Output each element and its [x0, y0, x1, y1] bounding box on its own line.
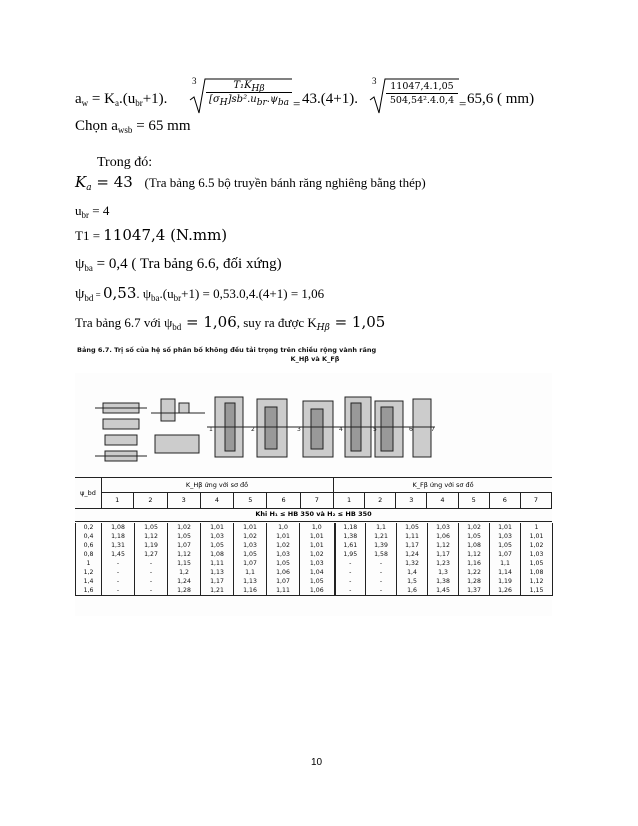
fraction-1: $T_1K_{H\beta}$ $[\sigma_H]sb^2.u_{br}.\psi_{ba}$ [206, 80, 292, 105]
scheme-number: 6 [490, 493, 521, 508]
k-f-beta-header: K_Fβ ứng với sơ đồ [334, 478, 552, 493]
coefficient-cell: - [135, 577, 168, 586]
where-label: Trong đó: [97, 155, 153, 170]
coefficient-cell: 1,08 [521, 568, 553, 577]
coefficient-cell: 1 [521, 523, 553, 532]
coefficient-cell: 1,38 [428, 577, 459, 586]
psi-bd-cell: 1,2 [76, 568, 102, 577]
table-row [76, 523, 553, 532]
coefficient-cell: 1,02 [521, 541, 553, 550]
scheme-number: 4 [201, 493, 234, 508]
coefficient-cell: - [335, 586, 366, 596]
svg-text:1: 1 [209, 426, 213, 433]
coefficient-cell: 1,05 [201, 541, 234, 550]
psi-bd-cell: 1 [76, 559, 102, 568]
table-row [76, 559, 553, 568]
coefficient-cell: 1,05 [300, 577, 335, 586]
coefficient-cell: 1,06 [267, 568, 300, 577]
coefficient-cell: 1,01 [521, 532, 553, 541]
coefficient-cell: 1,38 [335, 532, 366, 541]
scheme-number: 5 [459, 493, 490, 508]
psi-bd-cell: 1,4 [76, 577, 102, 586]
coefficient-cell: 1,28 [168, 586, 201, 596]
coefficient-cell: 1,19 [135, 541, 168, 550]
coefficient-cell: 1,08 [201, 550, 234, 559]
scheme-number: 5 [234, 493, 267, 508]
coefficient-cell: 1,01 [267, 532, 300, 541]
coefficient-cell: - [335, 568, 366, 577]
svg-text:4: 4 [339, 426, 343, 433]
coefficient-cell: 1,05 [521, 559, 553, 568]
ka-line: $K_a = 43$ (Tra bảng 6.5 bộ truyền bánh răng nghiêng bằng thép) [75, 173, 426, 193]
coefficient-cell: 1,03 [267, 550, 300, 559]
coefficient-cell: 1,06 [300, 586, 335, 596]
coefficient-cell: 1,17 [201, 577, 234, 586]
coefficient-cell: 1,05 [459, 532, 490, 541]
coefficient-cell: 1,12 [168, 550, 201, 559]
coefficient-cell: - [102, 559, 135, 568]
psi-bd-cell: 0,2 [76, 523, 102, 532]
coefficient-cell: - [102, 568, 135, 577]
coefficient-cell: 1,1 [234, 568, 267, 577]
coefficient-cell: 1,45 [102, 550, 135, 559]
coefficient-cell: 1,11 [397, 532, 428, 541]
table-6-7-figure [75, 346, 552, 616]
coefficient-cell: - [366, 559, 397, 568]
svg-text:6: 6 [409, 426, 413, 433]
coefficient-cell: 1,05 [397, 523, 428, 532]
table-row [76, 550, 553, 559]
coefficient-cell: 1,01 [234, 523, 267, 532]
svg-text:3: 3 [297, 426, 301, 433]
coefficient-cell: 1,05 [490, 541, 521, 550]
coefficient-cell: - [366, 577, 397, 586]
coefficient-cell: 1,01 [300, 532, 335, 541]
coefficient-cell: 1,03 [300, 559, 335, 568]
coefficient-cell: 1,03 [428, 523, 459, 532]
svg-text:5: 5 [373, 426, 377, 433]
coefficient-cell: 1,12 [428, 541, 459, 550]
coefficient-cell: 1,05 [267, 559, 300, 568]
coefficient-cell: 1,95 [335, 550, 366, 559]
coefficient-cell: - [135, 586, 168, 596]
table-row [76, 532, 553, 541]
design-formula: $a_w = K_a.(u_{br}+1)$. [75, 91, 168, 108]
t1-line: T1 = 11047,4 (N.mm) [75, 226, 228, 244]
coefficient-cell: 1,31 [102, 541, 135, 550]
equals-sign-1: = [293, 96, 301, 111]
cube-root-2: 3 $\frac{11047,4.1,05}{\text{504,54².4.0,4}}$ [368, 76, 460, 116]
page-number: 10 [311, 757, 323, 768]
coefficient-cell: 1,03 [234, 541, 267, 550]
table-body [75, 523, 553, 596]
scheme-number: 1 [334, 493, 365, 508]
coefficient-cell: 1,02 [168, 523, 201, 532]
coefficient-cell: 1,24 [168, 577, 201, 586]
psi-bd-line: $\psi_{bd} = 0,53$. $\psi_{ba}.(u_{br}+1) = 0,53.0,4.(4+1) = 1,06$ [75, 284, 325, 303]
coefficient-cell: - [366, 586, 397, 596]
ubr-line: $u_{br} = 4$ [75, 203, 110, 220]
psi-bd-cell: 1,6 [76, 586, 102, 596]
coefficient-cell: 1,03 [490, 532, 521, 541]
coefficient-cell: 1,45 [428, 586, 459, 596]
coefficient-cell: 1,58 [366, 550, 397, 559]
coefficient-cell: 1,18 [335, 523, 366, 532]
scheme-number: 7 [301, 493, 334, 508]
table-lookup-line: Tra bảng 6.7 với $\psi_{bd} = 1,06$, suy ra được $K_{H\beta} = 1,05$ [75, 313, 386, 333]
coefficient-cell: 1,01 [300, 541, 335, 550]
scheme-number: 6 [267, 493, 300, 508]
cube-root-1: 3 $T_1K_{H\beta}$ $[\sigma_H]sb^2.u_{br}.\psi_{ba}$ [188, 76, 293, 116]
svg-text:2: 2 [251, 426, 255, 433]
coefficient-cell: 1,21 [366, 532, 397, 541]
scheme-numbers-right [334, 493, 552, 508]
coefficient-cell: 1,17 [397, 541, 428, 550]
coefficient-cell: 1,4 [397, 568, 428, 577]
coefficient-cell: - [335, 559, 366, 568]
coefficient-cell: 1,01 [201, 523, 234, 532]
psi-bd-header: ψ_bd [75, 478, 102, 508]
coefficient-cell: 1,02 [300, 550, 335, 559]
coefficient-cell: 1,05 [234, 550, 267, 559]
coefficient-cell: 1,11 [267, 586, 300, 596]
equals-sign-2: = [459, 96, 467, 111]
k-h-beta-header: K_Hβ ứng với sơ đồ [101, 478, 334, 493]
coefficient-cell: 1,23 [428, 559, 459, 568]
coefficient-cell: 1,12 [135, 532, 168, 541]
coefficient-cell: 1,08 [102, 523, 135, 532]
coefficient-cell: 1,03 [521, 550, 553, 559]
table-row [76, 541, 553, 550]
coefficient-cell: 1,61 [335, 541, 366, 550]
coefficient-cell: 1,08 [459, 541, 490, 550]
table-caption-subtitle: K_Hβ và K_Fβ [290, 355, 340, 363]
coefficient-cell: 1,11 [201, 559, 234, 568]
coefficient-cell: 1,26 [490, 586, 521, 596]
coefficient-cell: - [135, 559, 168, 568]
coefficient-cell: 1,5 [397, 577, 428, 586]
coefficient-cell: 1,05 [168, 532, 201, 541]
coefficient-cell: 1,07 [168, 541, 201, 550]
scheme-number: 7 [521, 493, 552, 508]
svg-text:7: 7 [431, 426, 435, 433]
coefficient-cell: - [102, 586, 135, 596]
coefficient-cell: - [366, 568, 397, 577]
coefficient-cell: 1,12 [521, 577, 553, 586]
coefficient-cell: 1,16 [459, 559, 490, 568]
table-row [76, 577, 553, 586]
coefficient-cell: 1,07 [490, 550, 521, 559]
table-header [75, 477, 552, 509]
coefficient-cell: 1,1 [366, 523, 397, 532]
coefficient-cell: 1,07 [234, 559, 267, 568]
coefficient-cell: 1,22 [459, 568, 490, 577]
scheme-number: 3 [168, 493, 201, 508]
coefficient-cell: - [335, 577, 366, 586]
coefficient-cell: 1,3 [428, 568, 459, 577]
scheme-number: 1 [101, 493, 134, 508]
coefficient-cell: 1,02 [459, 523, 490, 532]
coefficient-cell: 1,24 [397, 550, 428, 559]
coefficient-cell: 1,14 [490, 568, 521, 577]
scheme-number: 4 [427, 493, 458, 508]
coefficient-cell: 1,21 [201, 586, 234, 596]
coefficient-cell: 1,02 [267, 541, 300, 550]
coefficient-cell: 1,13 [234, 577, 267, 586]
coefficient-cell: 1,32 [397, 559, 428, 568]
coefficient-cell: - [102, 577, 135, 586]
table-caption: Bảng 6.7. Trị số của hệ số phân bố không đều tải trọng trên chiều rộng vành răng [77, 346, 377, 354]
coefficient-cell: 1,06 [428, 532, 459, 541]
coefficient-cell: 1,15 [521, 586, 553, 596]
coefficient-cell: 1,03 [201, 532, 234, 541]
chosen-center-distance: Chọn $a_{wsb} = 65$ mm [75, 118, 191, 135]
scheme-number: 3 [396, 493, 427, 508]
coefficient-cell: 1,17 [428, 550, 459, 559]
scheme-number: 2 [134, 493, 167, 508]
coefficient-cell: 1,05 [135, 523, 168, 532]
coefficient-cell: 1,0 [300, 523, 335, 532]
coefficient-cell: 1,28 [459, 577, 490, 586]
fraction-2: $\frac{11047,4.1,05}{\text{504,54².4.0,4}}$ [386, 81, 458, 106]
coefficient-cell: 1,04 [300, 568, 335, 577]
coefficient-cell: 1,19 [490, 577, 521, 586]
coefficient-cell: 1,6 [397, 586, 428, 596]
coefficient-cell: 1,1 [490, 559, 521, 568]
gear-schemes-diagram [75, 373, 552, 473]
psi-ba-line: $\psi_{ba} = 0,4$ ( Tra bảng 6.6, đối xứng) [75, 256, 282, 273]
coefficient-cell: 1,18 [102, 532, 135, 541]
coefficient-cell: 1,16 [234, 586, 267, 596]
coefficient-cell: 1,12 [459, 550, 490, 559]
coefficient-cell: 1,02 [234, 532, 267, 541]
psi-bd-cell: 0,6 [76, 541, 102, 550]
formula-result: 65,6 ( mm) [467, 91, 535, 107]
coefficient-cell: 1,2 [168, 568, 201, 577]
table-row [76, 586, 553, 596]
scheme-numbers-left [101, 493, 334, 508]
coefficient-cell: 1,27 [135, 550, 168, 559]
coefficient-cell: 1,37 [459, 586, 490, 596]
coefficient-cell: - [135, 568, 168, 577]
coefficient-cell: 1,01 [490, 523, 521, 532]
table-row [76, 568, 553, 577]
coefficient-cell: 1,15 [168, 559, 201, 568]
psi-bd-cell: 0,8 [76, 550, 102, 559]
coefficient-cell: 1,0 [267, 523, 300, 532]
scheme-number: 2 [365, 493, 396, 508]
formula-substituted: 43.(4+1). [302, 91, 358, 107]
psi-bd-cell: 0,4 [76, 532, 102, 541]
coefficient-cell: 1,07 [267, 577, 300, 586]
table-condition-row: Khi H₁ ≤ HB 350 và H₂ ≤ HB 350 [75, 508, 552, 522]
coefficient-cell: 1,39 [366, 541, 397, 550]
coefficient-cell: 1,13 [201, 568, 234, 577]
